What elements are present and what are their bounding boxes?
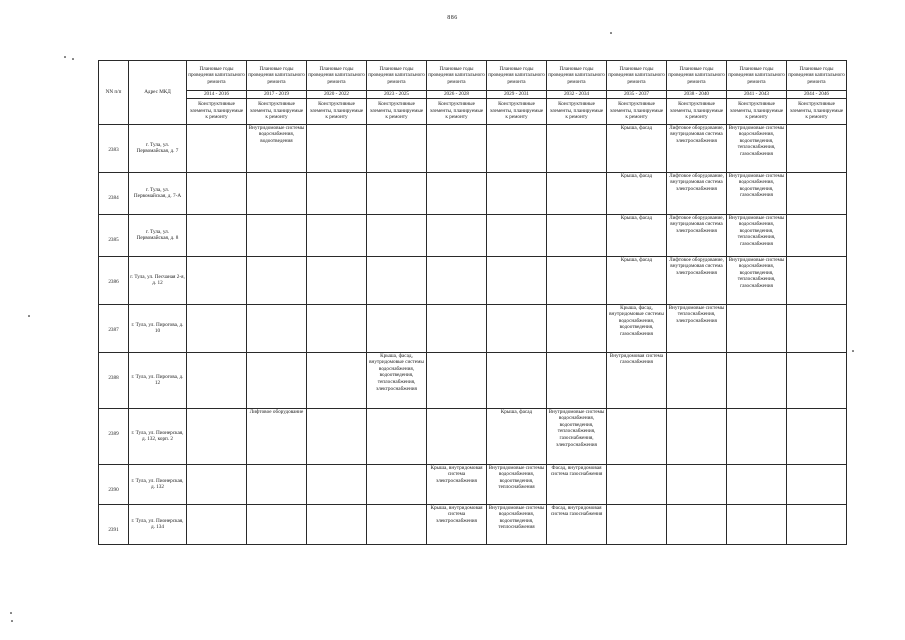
row-work-cell: Внутридомовые системы водоснабжения, водоотведения, теплоснабжения, газоснабжения [727, 124, 787, 172]
row-work-cell [727, 352, 787, 408]
row-work-cell: Крыша, фасад [607, 172, 667, 214]
scan-artifact [64, 56, 66, 58]
header-num: NN п/п [99, 61, 129, 125]
row-number: 2386 [99, 256, 129, 304]
header-years: 2038 - 2040 [667, 91, 727, 99]
header-period: Плановые годы проведения капитального ремонта [607, 61, 667, 91]
row-work-cell: Внутридомовые системы водоснабжения, водоотведения, газоснабжения [727, 172, 787, 214]
table-body [99, 124, 847, 544]
row-work-cell [547, 256, 607, 304]
header-period-row [99, 61, 847, 91]
repair-schedule-table [98, 60, 847, 545]
row-work-cell [727, 304, 787, 352]
row-work-cell [547, 124, 607, 172]
row-work-cell [787, 304, 847, 352]
header-years: 2026 - 2028 [427, 91, 487, 99]
row-address: г. Тула, ул. Пионерская, д. 132 [129, 464, 187, 504]
row-work-cell [787, 408, 847, 464]
row-work-cell [247, 352, 307, 408]
row-number: 2385 [99, 214, 129, 256]
row-work-cell [367, 256, 427, 304]
row-work-cell: Крыша, фасад, внутридомовые системы водоснабжения, водоотведения, теплоснабжения, электроснабжения [367, 352, 427, 408]
row-work-cell [427, 408, 487, 464]
row-address: г. Тула, ул. Пионерская, д. 134 [129, 504, 187, 544]
header-period: Плановые годы проведения капитального ремонта [307, 61, 367, 91]
row-work-cell [547, 352, 607, 408]
row-work-cell [187, 124, 247, 172]
row-work-cell [487, 352, 547, 408]
row-address: г. Тула, ул. Первомайская, д. 7-А [129, 172, 187, 214]
row-work-cell [607, 408, 667, 464]
row-work-cell [307, 352, 367, 408]
row-work-cell [427, 172, 487, 214]
row-work-cell [667, 408, 727, 464]
row-work-cell [187, 464, 247, 504]
row-work-cell: Лифтовое оборудование, внутридомовая система электроснабжения [667, 172, 727, 214]
row-work-cell: Крыша, фасад [487, 408, 547, 464]
row-work-cell [247, 256, 307, 304]
row-number: 2383 [99, 124, 129, 172]
row-work-cell [727, 504, 787, 544]
table-row [99, 408, 847, 464]
row-work-cell: Лифтовое оборудование, внутридомовая система электроснабжения [667, 256, 727, 304]
table-row [99, 256, 847, 304]
row-work-cell [487, 172, 547, 214]
row-work-cell: Крыша, фасад, внутридомовые системы водоснабжения, водоотведения, газоснабжения [607, 304, 667, 352]
row-work-cell [187, 304, 247, 352]
header-period: Плановые годы проведения капитального ремонта [787, 61, 847, 91]
row-work-cell: Внутридомовые системы водоснабжения, водоотведения, теплоснабжения, газоснабжения [727, 214, 787, 256]
header-elements: Конструктивные элементы, планируемые к ремонту [247, 98, 307, 124]
row-work-cell [667, 352, 727, 408]
row-number: 2387 [99, 304, 129, 352]
scan-artifact [852, 350, 854, 352]
header-years: 2014 - 2016 [187, 91, 247, 99]
header-years: 2017 - 2019 [247, 91, 307, 99]
header-period: Плановые годы проведения капитального ремонта [547, 61, 607, 91]
header-elements: Конструктивные элементы, планируемые к ремонту [547, 98, 607, 124]
header-years-row [99, 91, 847, 99]
row-work-cell: Внутридомовые системы водоснабжения, водоотведения, теплоснабжения, газоснабжения [727, 256, 787, 304]
row-work-cell [307, 124, 367, 172]
row-work-cell [787, 256, 847, 304]
row-work-cell [307, 408, 367, 464]
header-years: 2041 - 2043 [727, 91, 787, 99]
row-address: г. Тула, ул. Пирогова, д. 12 [129, 352, 187, 408]
row-work-cell [787, 352, 847, 408]
row-work-cell: Внутридомовые системы теплоснабжения, электроснабжения [667, 304, 727, 352]
row-work-cell [367, 408, 427, 464]
row-work-cell: Крыша, внутридомовая система электроснабжения [427, 464, 487, 504]
row-work-cell [187, 256, 247, 304]
row-work-cell [547, 304, 607, 352]
row-work-cell: Лифтовое оборудование, внутридомовая система электроснабжения [667, 214, 727, 256]
row-work-cell: Внутридомовые системы водоснабжения, водоотведения, теплоснабжения, газоснабжения, электроснабжения [547, 408, 607, 464]
row-number: 2390 [99, 464, 129, 504]
header-period: Плановые годы проведения капитального ремонта [187, 61, 247, 91]
row-work-cell [787, 214, 847, 256]
header-address: Адрес МКД [129, 61, 187, 125]
page-number: 886 [447, 15, 458, 21]
row-work-cell: Внутридомовые системы водоснабжения, водоотведения, теплоснабжения [487, 464, 547, 504]
row-work-cell: Крыша, фасад [607, 124, 667, 172]
row-work-cell [307, 214, 367, 256]
header-elements: Конструктивные элементы, планируемые к ремонту [787, 98, 847, 124]
row-work-cell [727, 408, 787, 464]
row-work-cell [367, 504, 427, 544]
row-work-cell [787, 172, 847, 214]
row-work-cell: Крыша, фасад [607, 214, 667, 256]
row-work-cell [247, 464, 307, 504]
row-work-cell [427, 124, 487, 172]
scan-artifact [28, 315, 30, 317]
row-work-cell [427, 352, 487, 408]
row-number: 2388 [99, 352, 129, 408]
row-address: г. Тула, ул. Пирогова, д. 10 [129, 304, 187, 352]
row-work-cell [427, 214, 487, 256]
row-work-cell: Фасад, внутридомовая система газоснабжения [547, 464, 607, 504]
row-work-cell: Крыша, фасад [607, 256, 667, 304]
table-row [99, 464, 847, 504]
header-elements-row [99, 98, 847, 124]
table-row [99, 172, 847, 214]
row-work-cell [427, 256, 487, 304]
header-period: Плановые годы проведения капитального ремонта [367, 61, 427, 91]
row-work-cell [367, 124, 427, 172]
row-work-cell [487, 124, 547, 172]
row-work-cell [307, 304, 367, 352]
row-work-cell [367, 304, 427, 352]
table-row [99, 504, 847, 544]
row-work-cell [247, 172, 307, 214]
header-period: Плановые годы проведения капитального ремонта [247, 61, 307, 91]
row-work-cell: Лифтовое оборудование [247, 408, 307, 464]
row-work-cell [307, 256, 367, 304]
row-work-cell [187, 352, 247, 408]
scan-artifact [11, 620, 13, 622]
row-work-cell [307, 504, 367, 544]
row-work-cell [487, 256, 547, 304]
header-years: 2029 - 2031 [487, 91, 547, 99]
header-period: Плановые годы проведения капитального ремонта [727, 61, 787, 91]
row-address: г. Тула, ул. Пионерская, д. 132, корп. 2 [129, 408, 187, 464]
row-work-cell [487, 214, 547, 256]
header-elements: Конструктивные элементы, планируемые к ремонту [727, 98, 787, 124]
row-work-cell [487, 304, 547, 352]
header-years: 2032 - 2034 [547, 91, 607, 99]
row-work-cell [667, 504, 727, 544]
row-work-cell [367, 464, 427, 504]
header-period: Плановые годы проведения капитального ремонта [427, 61, 487, 91]
row-work-cell: Крыша, внутридомовая система электроснабжения [427, 504, 487, 544]
scan-artifact [10, 612, 12, 614]
row-work-cell [367, 214, 427, 256]
table-row [99, 304, 847, 352]
row-work-cell [187, 214, 247, 256]
row-address: г. Тула, ул. Песчаная 2-я, д. 12 [129, 256, 187, 304]
row-work-cell [547, 214, 607, 256]
row-address: г. Тула, ул. Первомайская, д. 7 [129, 124, 187, 172]
header-elements: Конструктивные элементы, планируемые к ремонту [667, 98, 727, 124]
header-period: Плановые годы проведения капитального ремонта [487, 61, 547, 91]
row-work-cell [367, 172, 427, 214]
row-work-cell [247, 304, 307, 352]
header-elements: Конструктивные элементы, планируемые к ремонту [307, 98, 367, 124]
header-elements: Конструктивные элементы, планируемые к ремонту [427, 98, 487, 124]
header-years: 2035 - 2037 [607, 91, 667, 99]
row-work-cell [547, 172, 607, 214]
row-work-cell: Внутридомовые системы водоснабжения, водоотведения, теплоснабжения [487, 504, 547, 544]
header-elements: Конструктивные элементы, планируемые к ремонту [607, 98, 667, 124]
row-work-cell [787, 504, 847, 544]
header-period: Плановые годы проведения капитального ремонта [667, 61, 727, 91]
row-work-cell [247, 504, 307, 544]
row-work-cell: Внутридомовые системы водоснабжения, водоотведения [247, 124, 307, 172]
row-work-cell [667, 464, 727, 504]
scan-artifact [72, 58, 74, 60]
row-work-cell [307, 464, 367, 504]
row-number: 2389 [99, 408, 129, 464]
row-work-cell [247, 214, 307, 256]
scan-artifact [610, 32, 612, 34]
row-work-cell [427, 304, 487, 352]
row-work-cell [787, 124, 847, 172]
row-work-cell: Внутридомовая система газоснабжения [607, 352, 667, 408]
table-row [99, 124, 847, 172]
row-work-cell [607, 504, 667, 544]
row-work-cell [187, 504, 247, 544]
row-work-cell [187, 408, 247, 464]
row-number: 2391 [99, 504, 129, 544]
row-address: г. Тула, ул. Первомайская, д. 8 [129, 214, 187, 256]
row-work-cell [727, 464, 787, 504]
row-work-cell [787, 464, 847, 504]
row-number: 2384 [99, 172, 129, 214]
header-years: 2023 - 2025 [367, 91, 427, 99]
table-row [99, 352, 847, 408]
table-row [99, 214, 847, 256]
row-work-cell [307, 172, 367, 214]
header-years: 2020 - 2022 [307, 91, 367, 99]
header-elements: Конструктивные элементы, планируемые к ремонту [487, 98, 547, 124]
header-years: 2044 - 2046 [787, 91, 847, 99]
header-elements: Конструктивные элементы, планируемые к ремонту [367, 98, 427, 124]
row-work-cell: Лифтовое оборудование, внутридомовая система электроснабжения [667, 124, 727, 172]
row-work-cell: Фасад, внутридомовая система газоснабжения [547, 504, 607, 544]
row-work-cell [187, 172, 247, 214]
header-elements: Конструктивные элементы, планируемые к ремонту [187, 98, 247, 124]
row-work-cell [607, 464, 667, 504]
